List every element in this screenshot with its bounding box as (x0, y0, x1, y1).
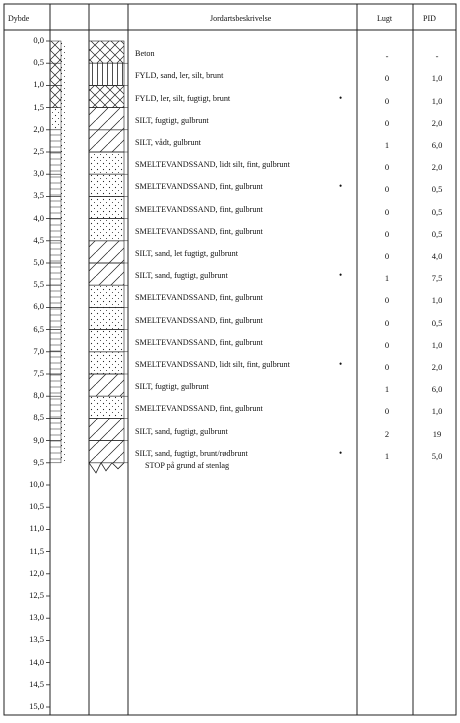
description-header: Jordartsbeskrivelse (210, 14, 272, 23)
depth-tick-label: 13,5 (29, 634, 44, 645)
lithology-column-main (89, 352, 124, 374)
pid-value: 0,5 (431, 206, 443, 217)
lithology-dot-strip (61, 174, 65, 196)
depth-tick-label: 8,0 (33, 390, 44, 401)
layer-description: SILT, sand, fugtigt, brunt/rødbrunt (135, 448, 248, 458)
lithology-dot-strip (61, 263, 65, 285)
lithology-column-left (50, 108, 61, 130)
smell-value: - (385, 51, 389, 62)
lithology-column-main (89, 285, 124, 307)
depth-tick-label: 9,0 (33, 434, 44, 445)
lithology-column-main (89, 241, 124, 263)
depth-tick-label: 1,5 (33, 101, 44, 112)
smell-value: 0 (384, 339, 390, 350)
lithology-column-main (89, 130, 124, 152)
smell-value: 0 (384, 362, 390, 372)
lithology-dot-strip (61, 330, 65, 352)
lithology-column-main (89, 263, 124, 285)
layer-description: SILT, sand, fugtigt, gulbrunt (135, 426, 228, 436)
lithology-column-left (50, 152, 61, 174)
lithology-column-main (89, 108, 124, 130)
lithology-column-main (89, 63, 124, 85)
smell-value: 0 (384, 162, 390, 173)
lithology-dot-strip (61, 41, 65, 63)
lithology-dot-strip (61, 307, 65, 329)
depth-tick-label: 5,0 (33, 257, 44, 267)
lithology-column-left (50, 241, 61, 263)
lithology-column-left (50, 174, 61, 196)
lithology-column-main (89, 174, 124, 196)
lithology-dot-strip (61, 241, 65, 263)
depth-tick-label: 6,0 (33, 301, 44, 312)
lithology-column-left (50, 41, 61, 63)
layer-description: SILT, fugtigt, gulbrunt (135, 382, 209, 392)
smell-value: 0 (384, 251, 390, 261)
pid-value: 1,0 (431, 295, 443, 306)
smell-value: 1 (384, 273, 390, 284)
layer-description: SILT, vådt, gulbrunt (135, 138, 201, 147)
layer-description: SMELTEVANDSSAND, lidt silt, fint, gulbrunt (135, 160, 290, 170)
lithology-dot-strip (61, 63, 65, 85)
pid-value: 2,0 (431, 362, 443, 372)
layer-description: SILT, sand, let fugtigt, gulbrunt (135, 249, 239, 258)
pid-value: 19 (432, 428, 442, 439)
lithology-column-left (50, 219, 61, 241)
layer-description: Beton (135, 49, 155, 59)
pid-value: 1,0 (431, 406, 443, 417)
depth-tick-label: 10,0 (29, 479, 44, 489)
depth-tick-label: 11,0 (29, 523, 44, 534)
stop-note: STOP på grund af stenlag (145, 461, 230, 470)
depth-header: Dybde (8, 14, 30, 23)
pid-value: 1,0 (431, 73, 443, 84)
pid-value: 6,0 (431, 384, 443, 395)
pid-value: 7,5 (431, 273, 443, 284)
lithology-dot-strip (61, 285, 65, 307)
layer-description: SMELTEVANDSSAND, fint, gulbrunt (135, 315, 263, 325)
depth-tick-label: 8,5 (33, 412, 44, 423)
depth-tick-label: 5,5 (33, 279, 44, 290)
lithology-column-main (89, 396, 124, 418)
sample-marker: • (339, 92, 343, 103)
lithology-dot-strip (61, 152, 65, 174)
depth-tick-label: 6,5 (33, 323, 44, 334)
lithology-dot-strip (61, 396, 65, 418)
layer-description: SMELTEVANDSSAND, fint, gulbrunt (135, 404, 263, 414)
depth-tick-label: 15,0 (29, 701, 44, 711)
smell-value: 0 (384, 206, 390, 217)
lithology-column-left (50, 374, 61, 396)
lithology-column-left (50, 63, 61, 85)
smell-value: 0 (384, 184, 390, 195)
layer-description: SMELTEVANDSSAND, fint, gulbrunt (135, 226, 263, 236)
lithology-column-left (50, 196, 61, 218)
depth-tick-label: 12,5 (29, 590, 44, 600)
depth-tick-label: 14,5 (29, 678, 44, 689)
lithology-column-main (89, 196, 124, 218)
pid-value: 0,5 (431, 228, 443, 239)
lithology-dot-strip (61, 108, 65, 130)
pid-value: 2,0 (431, 162, 443, 173)
pid-value: 5,0 (431, 450, 443, 461)
lithology-dot-strip (61, 374, 65, 396)
smell-value: 2 (384, 428, 390, 439)
lithology-column-main (89, 152, 124, 174)
lithology-dot-strip (61, 219, 65, 241)
pid-value: 0,5 (431, 317, 443, 328)
depth-tick-label: 2,5 (33, 146, 44, 156)
lithology-column-left (50, 307, 61, 329)
smell-value: 0 (384, 406, 390, 417)
layer-description: FYLD, ler, silt, fugtigt, brunt (135, 93, 231, 103)
lithology-column-main (89, 41, 124, 63)
lithology-column-main (89, 85, 124, 107)
lithology-column-left (50, 352, 61, 374)
lithology-dot-strip (61, 85, 65, 107)
smell-value: 0 (384, 295, 390, 306)
lithology-column-left (50, 330, 61, 352)
layer-description: SMELTEVANDSSAND, lidt silt, fint, gulbrunt (135, 360, 290, 369)
lithology-column-main (89, 418, 124, 440)
smell-value: 0 (384, 228, 390, 239)
lithology-column-left (50, 396, 61, 418)
smell-header: Lugt (377, 14, 393, 23)
lithology-column-left (50, 285, 61, 307)
depth-tick-label: 7,5 (33, 368, 44, 378)
depth-tick-label: 9,5 (33, 456, 44, 467)
lithology-dot-strip (61, 418, 65, 440)
pid-value: 2,0 (431, 117, 443, 128)
depth-tick-label: 4,0 (33, 212, 44, 223)
pid-value: - (435, 51, 439, 62)
sample-marker: • (339, 181, 343, 192)
depth-tick-label: 3,0 (33, 168, 44, 179)
layer-description: SMELTEVANDSSAND, fint, gulbrunt (135, 293, 263, 303)
depth-tick-label: 4,5 (33, 234, 44, 245)
depth-tick-label: 11,5 (29, 545, 44, 556)
depth-tick-label: 7,0 (33, 345, 44, 356)
depth-tick-label: 0,0 (33, 35, 44, 45)
depth-tick-label: 13,0 (29, 612, 44, 623)
layer-description: SILT, sand, fugtigt, gulbrunt (135, 271, 228, 281)
pid-value: 1,0 (431, 95, 443, 106)
pid-value: 6,0 (431, 140, 443, 150)
depth-tick-label: 1,0 (33, 79, 44, 90)
lithology-column-left (50, 130, 61, 152)
smell-value: 0 (384, 317, 390, 328)
lithology-column-left (50, 418, 61, 440)
smell-value: 0 (384, 95, 390, 106)
lithology-column-main (89, 374, 124, 396)
layer-description: SMELTEVANDSSAND, fint, gulbrunt (135, 337, 263, 347)
depth-tick-label: 3,5 (33, 190, 44, 201)
lithology-dot-strip (61, 196, 65, 218)
lithology-column-left (50, 263, 61, 285)
lithology-dot-strip (61, 441, 65, 463)
lithology-column-left (50, 85, 61, 107)
depth-tick-label: 0,5 (33, 57, 44, 68)
smell-value: 0 (384, 73, 390, 84)
sample-marker: • (339, 359, 343, 369)
depth-tick-label: 10,5 (29, 501, 44, 512)
smell-value: 1 (384, 384, 390, 395)
lithology-column-main (89, 330, 124, 352)
layer-description: SMELTEVANDSSAND, fint, gulbrunt (135, 182, 263, 192)
layer-description: SILT, fugtigt, gulbrunt (135, 115, 209, 125)
sample-marker: • (339, 447, 343, 458)
lithology-dot-strip (61, 352, 65, 374)
depth-tick-label: 14,0 (29, 656, 44, 667)
layer-description: FYLD, sand, ler, silt, brunt (135, 71, 224, 81)
sample-marker: • (339, 270, 343, 281)
smell-value: 1 (384, 140, 390, 150)
smell-value: 1 (384, 450, 390, 461)
lithology-column-left (50, 441, 61, 463)
smell-value: 0 (384, 117, 390, 128)
lithology-column-main (89, 219, 124, 241)
stop-symbol (89, 463, 124, 473)
layer-description: SMELTEVANDSSAND, fint, gulbrunt (135, 204, 263, 214)
depth-tick-label: 12,0 (29, 567, 44, 578)
lithology-column-main (89, 441, 124, 463)
lithology-dot-strip (61, 130, 65, 152)
pid-value: 1,0 (431, 339, 443, 350)
lithology-column-main (89, 307, 124, 329)
depth-tick-label: 2,0 (33, 123, 44, 134)
pid-value: 0,5 (431, 184, 443, 195)
pid-value: 4,0 (431, 251, 443, 261)
pid-header: PID (423, 14, 436, 23)
